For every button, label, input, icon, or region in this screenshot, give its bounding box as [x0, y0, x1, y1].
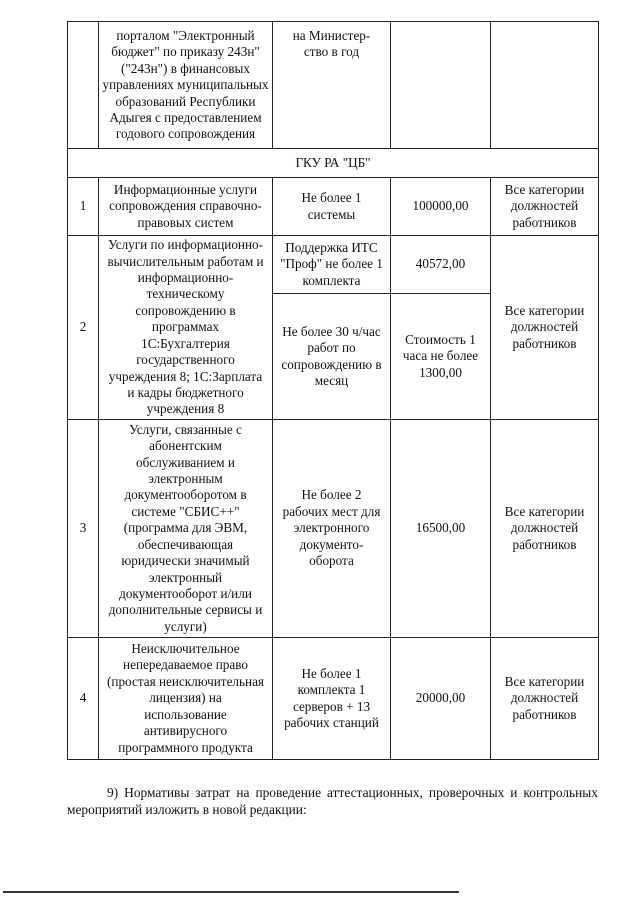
cell-num [68, 22, 99, 149]
cell-norm: Поддержка ИТС "Проф" не более 1 комплекта [273, 236, 391, 294]
cell-category: Все категории должностей работников [491, 420, 599, 638]
cell-norm: Не более 1 системы [273, 178, 391, 236]
cell-norm: Не более 1 комплекта 1 серверов + 13 рабочих станций [273, 638, 391, 760]
cell-norm: Не более 30 ч/час работ по сопровождению в месяц [273, 294, 391, 420]
cell-service: Неисключительное непередаваемое право (простая неисключительная лицензия) на использование антивирусного программного продукта [99, 638, 273, 760]
cell-service: Услуги по информационно- вычислительным работам и информационно- техническому сопровождению в программах 1С:Бухгалтерия государственного учреждения 8; 1С:Зарплата и кадры бюджетного учреждения 8 [99, 236, 273, 420]
cell-price: Стоимость 1 часа не более 1300,00 [391, 294, 491, 420]
table-row-continuation [68, 22, 599, 149]
table-row-2a [68, 236, 599, 294]
paragraph-9: 9) Нормативы затрат на проведение аттестационных, проверочных и контрольных мероприятий изложить в новой редакции: [67, 785, 598, 817]
cell-category: Все категории должностей работников [491, 236, 599, 420]
cell-price [391, 22, 491, 149]
section-header-row [68, 149, 599, 178]
cell-service: Информационные услуги сопровождения справочно- правовых систем [99, 178, 273, 236]
table-row-1 [68, 178, 599, 236]
cell-category: Все категории должностей работников [491, 638, 599, 760]
cell-norm: Не более 2 рабочих мест для электронного документо- оборота [273, 420, 391, 638]
cell-service: порталом "Электронный бюджет" по приказу 243н" ("243н") в финансовых управлениях муниципальных образований Республики Адыгея с предоставлением годового сопровождения [99, 22, 273, 149]
bottom-rule [3, 891, 459, 893]
table-row-3 [68, 420, 599, 638]
row-number: 1 [68, 178, 99, 236]
cell-price: 100000,00 [391, 178, 491, 236]
row-number: 3 [68, 420, 99, 638]
cell-service: Услуги, связанные с абонентским обслуживанием и электронным документооборотом в системе "СБИС++" (программа для ЭВМ, обеспечивающая юридически значимый электронный документооборот и/или дополнительные сервисы и услуги) [99, 420, 273, 638]
row-number: 2 [68, 236, 99, 420]
cell-price: 40572,00 [391, 236, 491, 294]
section-header: ГКУ РА "ЦБ" [68, 149, 599, 178]
cell-norm: на Министер- ство в год [273, 22, 391, 149]
cost-norms-table [67, 21, 599, 760]
cell-category: Все категории должностей работников [491, 178, 599, 236]
cell-category [491, 22, 599, 149]
row-number: 4 [68, 638, 99, 760]
cell-price: 16500,00 [391, 420, 491, 638]
cell-price: 20000,00 [391, 638, 491, 760]
table-row-4 [68, 638, 599, 760]
